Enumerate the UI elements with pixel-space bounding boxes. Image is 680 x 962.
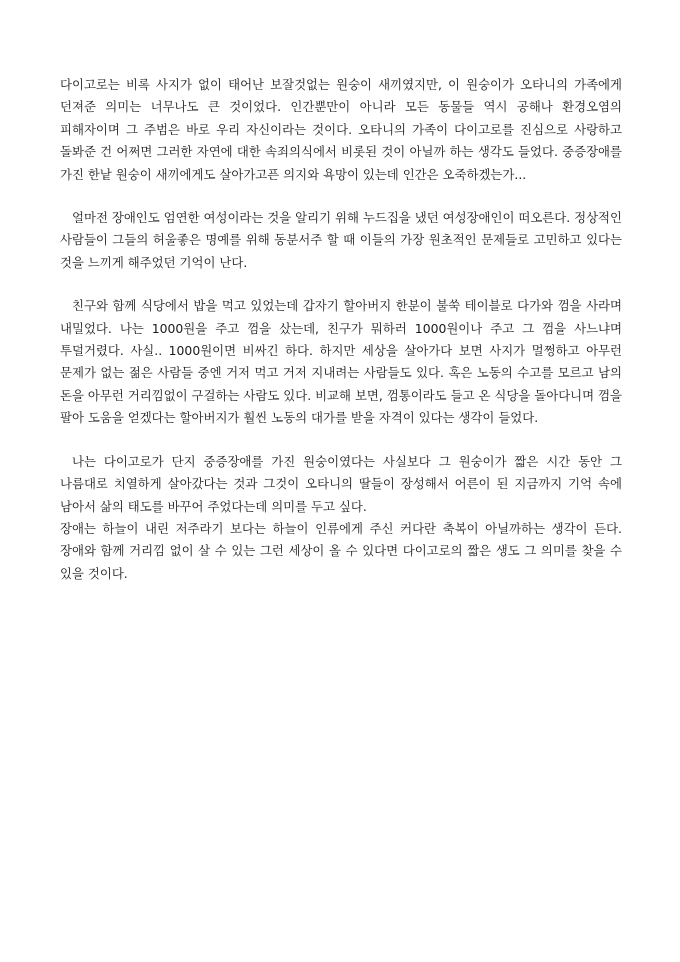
paragraph-disabled-woman: 얼마전 장애인도 엄연한 여성이라는 것을 알리기 위해 누드집을 냈던 여성장애인이 떠오른다. 정상적인 사람들이 그들의 허울좋은 명예를 위해 동분서주 할 때 이들의 가장 원초적인 문제들로 고민하고 있다는 것을 느끼게 해주었던 기억이 난다. [60,210,622,270]
paragraph-gap [60,430,622,451]
paragraph-daigoro-life: 나는 다이고로가 단지 중증장애를 가진 원숭이였다는 사실보다 그 원숭이가 짧은 시간 동안 그 나름대로 치열하게 살아갔다는 것과 그것이 오타니의 딸들이 장성해서 어른이 된 지금까지 기억 속에 남아서 삶의 태도를 바꾸어 주었다는데 의미를 두고 싶다. [60,453,622,514]
paragraph-gum-grandfather: 친구와 함께 식당에서 밥을 먹고 있었는데 갑자기 할아버지 한분이 불쑥 테이블로 다가와 껌을 사라며 내밀었다. 나는 1000원을 주고 껌을 샀는데, 친구가 뭐하러 1000원이나 주고 그 껌을 사느냐며 투덜거렸다. 사실.. 1000원이면 비싸긴 하다. 하지만 세상을 살아가다 보면 사지가 멀쩡하고 아무런 문제가 없는 젊은 사람들 중엔 거저 먹고 거저 지내려는 사람들도 있다. 혹은 노동의 수고를 모르고 남의 돈을 아무런 거리낌없이 구걸하는 사람도 있다. 비교해 보면, 껌통이라도 들고 온 식당을 돌아다니며 껌을 팔아 도움을 얻겠다는 할아버지가 훨씬 노동의 대가를 받을 자격이 있다는 생각이 들었다. [60,298,622,426]
paragraph-gap [60,186,622,207]
document-page [60,74,622,585]
paragraph-gap [60,274,622,295]
paragraph-conclusion: 장애는 하늘이 내린 저주라기 보다는 하늘이 인류에게 주신 커다란 축복이 아닐까하는 생각이 든다. 장애와 함께 거리낌 없이 살 수 있는 그런 세상이 올 수 있다면 다이고로의 짧은 생도 그 의미를 찾을 수 있을 것이다. [60,520,622,581]
paragraph-daigoro-meaning: 다이고로는 비록 사지가 없이 태어난 보잘것없는 원숭이 새끼였지만, 이 원숭이가 오타니의 가족에게 던져준 의미는 너무나도 큰 것이었다. 인간뿐만이 아니라 모든 동물들 역시 공해나 환경오염의 피해자이며 그 주범은 바로 우리 자신이라는 것이다. 오타니의 가족이 다이고로를 진심으로 사랑하고 돌봐준 건 어쩌면 그러한 자연에 대한 속죄의식에서 비롯된 것이 아닐까 하는 생각도 들었다. 중증장애를 가진 한낱 원숭이 새끼에게도 살아가고픈 의지와 욕망이 있는데 인간은 오죽하겠는가... [60,77,622,182]
